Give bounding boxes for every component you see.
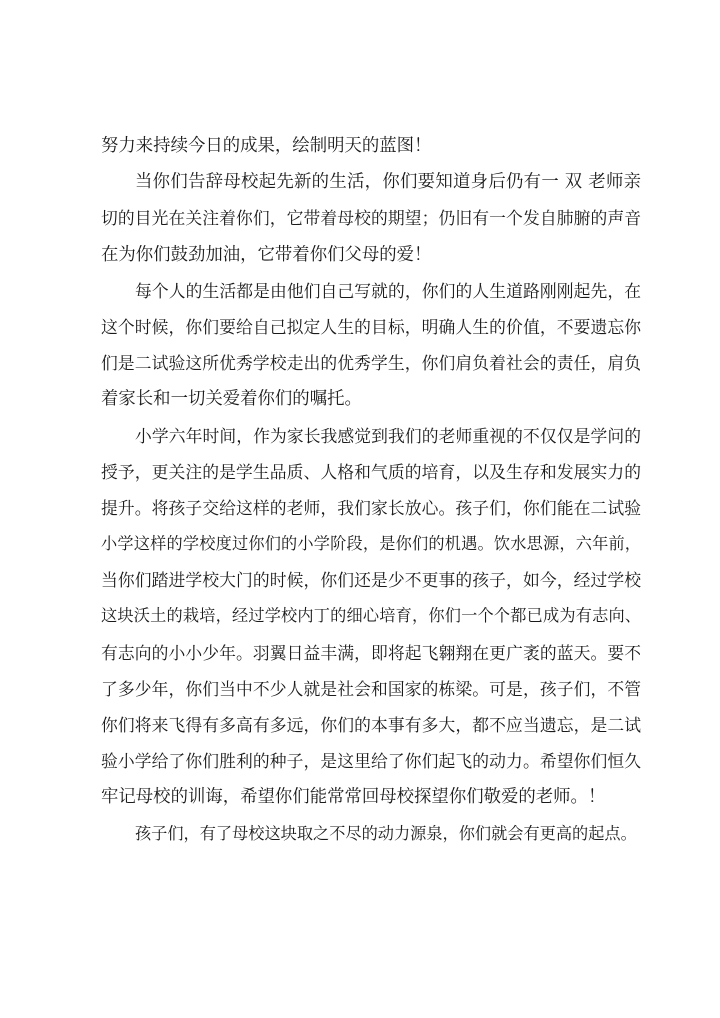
paragraph-5-line-1: 孩子们，有了母校这块取之不尽的动力源泉，你们就会有更高的起点。 [135,823,637,843]
paragraph-4-line-2: 授予，更关注的是学生品质、人格和气质的培育，以及生存和发展实力的 [101,461,641,482]
document-body [101,128,641,852]
paragraph-4-line-10: 验小学给了你们胜利的种子，是这里给了你们起飞的动力。希望你们恒久 [101,751,641,772]
paragraph-4-line-4: 小学这样的学校度过你们的小学阶段，是你们的机遇。饮水思源，六年前， [101,534,641,554]
paragraph-1-line-1: 努力来持续今日的成果，绘制明天的蓝图！ [101,136,432,156]
paragraph-3-line-2: 这个时候，你们要给自己拟定人生的目标，明确人生的价值，不要遗忘你 [101,316,641,337]
paragraph-3-line-3: 们是二试验这所优秀学校走出的优秀学生，你们肩负着社会的责任，肩负 [101,353,641,374]
paragraph-2-line-1: 当你们告辞母校起先新的生活，你们要知道身后仍有一 双 老师亲 [135,172,641,193]
paragraph-4-line-5: 当你们踏进学校大门的时候，你们还是少不更事的孩子，如今，经过学校 [101,570,641,591]
paragraph-4-line-8: 了多少年，你们当中不少人就是社会和国家的栋梁。可是，孩子们，不管 [101,678,641,699]
paragraph-4-line-11: 牢记母校的训诲，希望你们能常常回母校探望你们敬爱的老师。！ [101,787,606,808]
paragraph-4-line-3: 提升。将孩子交给这样的老师，我们家长放心。孩子们，你们能在二试验 [101,497,641,518]
paragraph-4-line-1: 小学六年时间，作为家长我感觉到我们的老师重视的不仅仅是学问的 [135,425,641,446]
paragraph-2-line-3: 在为你们鼓劲加油，它带着你们父母的爱！ [101,244,432,265]
paragraph-3-line-1: 每个人的生活都是由他们自己写就的，你们的人生道路刚刚起先，在 [135,280,641,301]
paragraph-3-line-4: 着家长和一切关爱着你们的嘱托。 [101,389,362,410]
paragraph-4-line-6: 这块沃土的栽培，经过学校内丁的细心培育，你们一个个都已成为有志向、 [101,606,641,626]
paragraph-4-line-7: 有志向的小小少年。羽翼日益丰满，即将起飞翱翔在更广袤的蓝天。要不 [101,642,641,663]
paragraph-2-line-2: 切的目光在关注着你们，它带着母校的期望；仍旧有一个发自肺腑的声音 [101,208,641,229]
paragraph-4-line-9: 你们将来飞得有多高有多远，你们的本事有多大，都不应当遗忘，是二试 [101,715,641,735]
